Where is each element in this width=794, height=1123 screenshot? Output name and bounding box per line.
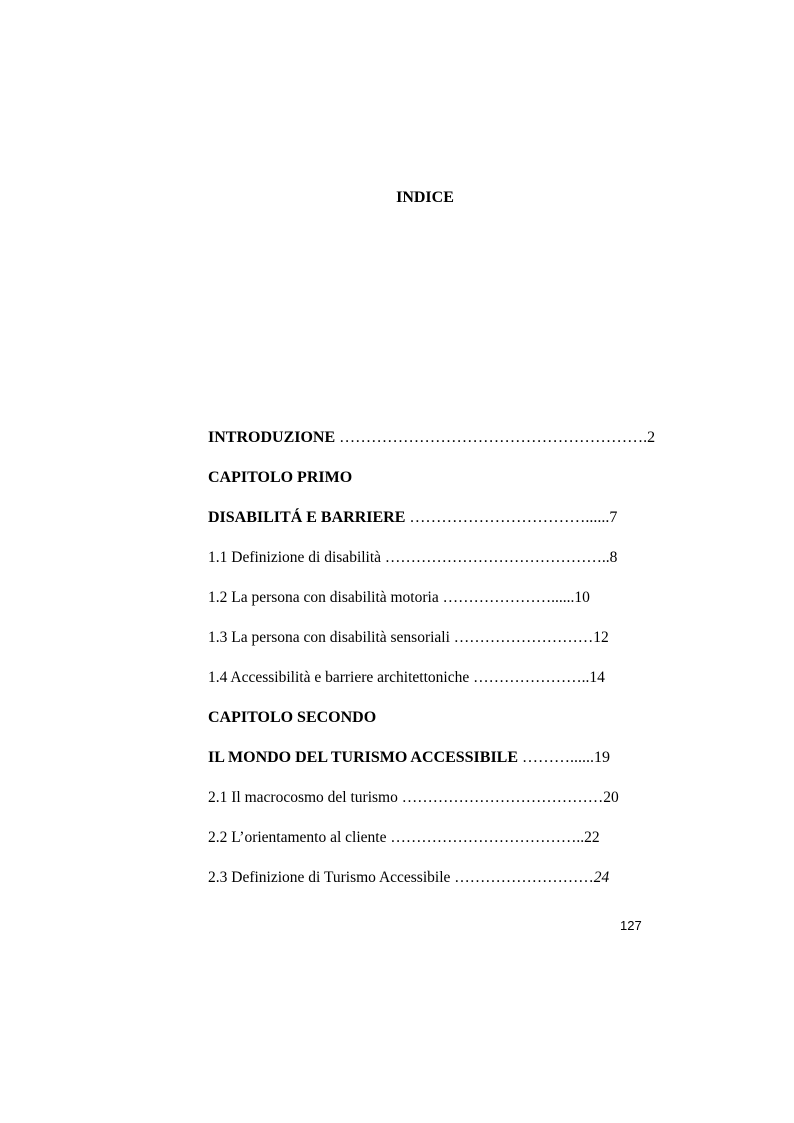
- toc-entry-label: 1.2 La persona con disabilità motoria: [208, 589, 439, 606]
- toc-entry-label: 1.4 Accessibilità e barriere architettoniche: [208, 669, 470, 686]
- toc-entry-label: 2.1 Il macrocosmo del turismo: [208, 789, 398, 806]
- toc-chapter-heading-1: [208, 467, 648, 489]
- toc-entry-label: 2.3 Definizione di Turismo Accessibile: [208, 869, 451, 886]
- toc-entry-2-3: [208, 867, 648, 889]
- toc-entry-label: CAPITOLO PRIMO: [208, 469, 353, 486]
- toc-entry-1-3: [208, 627, 648, 649]
- toc-entry-leader: ……………………………......7: [405, 509, 618, 526]
- toc-entry-chapter-2-title: [208, 747, 648, 769]
- toc-entry-introduzione: [208, 427, 656, 449]
- toc-entry-label: CAPITOLO SECONDO: [208, 709, 377, 726]
- page-title: INDICE: [396, 189, 454, 206]
- toc-entry-leader: …………………………………20: [397, 789, 619, 806]
- toc-entry-1-2: [208, 587, 648, 609]
- toc-entry-leader: ………......19: [518, 749, 611, 766]
- toc-entry-leader: ………………………: [450, 869, 594, 886]
- toc-entry-leader: ………………………12: [449, 629, 609, 646]
- toc-entry-label: 2.2 L’orientamento al cliente: [208, 829, 387, 846]
- toc-entry-1-1: [208, 547, 648, 569]
- toc-entry-leader: ………………………………..22: [386, 829, 600, 846]
- toc-entry-label: DISABILITÁ E BARRIERE: [208, 509, 406, 526]
- toc-entry-page-number: 24: [593, 869, 610, 886]
- toc-entry-2-1: [208, 787, 648, 809]
- toc-entry-leader: …………………..14: [469, 669, 605, 686]
- toc-chapter-heading-2: [208, 707, 648, 729]
- toc-entry-2-2: [208, 827, 648, 849]
- toc-entry-label: INTRODUZIONE: [208, 429, 336, 446]
- toc-entry-label: 1.1 Definizione di disabilità: [208, 549, 382, 566]
- page-number: 127: [620, 918, 642, 933]
- toc-entry-1-4: [208, 667, 648, 689]
- toc-entry-chapter-1-title: [208, 507, 648, 529]
- toc-entry-leader: …………………......10: [438, 589, 590, 606]
- toc-entry-leader: ……………………………………..8: [381, 549, 618, 566]
- toc-entry-label: 1.3 La persona con disabilità sensoriali: [208, 629, 450, 646]
- toc-entry-label: IL MONDO DEL TURISMO ACCESSIBILE: [208, 749, 519, 766]
- toc-entry-leader: ………………………………………………….2: [335, 429, 656, 446]
